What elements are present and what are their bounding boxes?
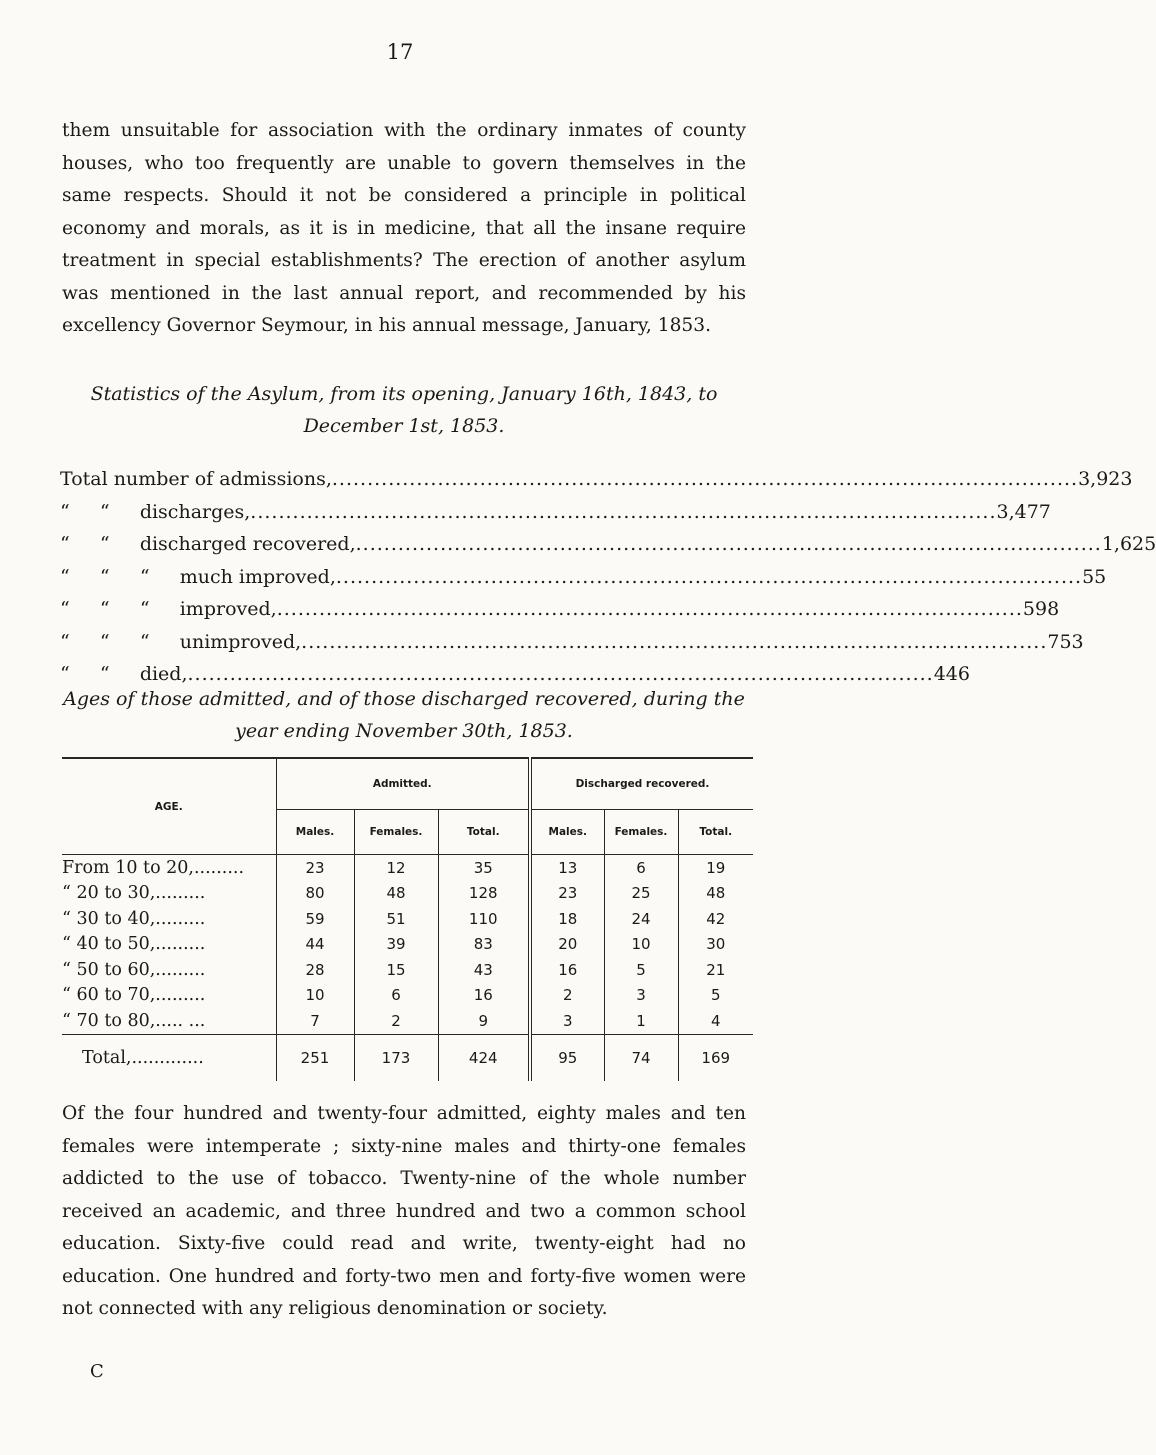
stat-row — [60, 496, 1051, 529]
stat-row — [60, 463, 1133, 496]
table-cell: 9 — [438, 1008, 530, 1034]
closing-paragraph: Of the four hundred and twenty-four admitted, eighty males and ten females were intemperate ; sixty-nine males and thirty-one females addicted to the use of tobacco. Twenty-nine of the whole number received an academic, and three hundred and two a common school education. Sixty-five could read and write, twenty-eight had no education. One hundred and forty-two men and forty-five women were not connected with any religious denomination or society. — [62, 1103, 746, 1319]
age-range-cell: “ 40 to 50,......... — [62, 934, 206, 955]
total-cell: 424 — [438, 1034, 530, 1081]
column-header: Total. — [678, 810, 753, 855]
stat-row — [60, 626, 1084, 659]
table-cell: 3 — [604, 983, 678, 1009]
ages-caption-line1: Ages of those admitted, and of those discharged recovered, during the — [63, 688, 745, 710]
leader-dots: .......................................................................................................... — [355, 533, 1102, 555]
table-cell: 48 — [354, 881, 438, 907]
stat-value: 3,923 — [1078, 468, 1133, 490]
table-cell: 2 — [530, 983, 604, 1009]
stat-value: 1,625 — [1101, 533, 1156, 555]
total-label-cell: Total,............. — [62, 1034, 276, 1081]
stat-label: “ “ “ improved, — [60, 598, 277, 620]
leader-dots: .......................................................................................................... — [331, 468, 1079, 490]
leader-dots: .......................................................................................................... — [276, 598, 1023, 620]
table-cell: 28 — [276, 957, 354, 983]
table-cell: 6 — [604, 855, 678, 881]
table-cell: 43 — [438, 957, 530, 983]
age-range-cell: “ 20 to 30,......... — [62, 883, 206, 904]
table-row — [62, 881, 753, 907]
table-row — [62, 932, 753, 958]
age-range-cell: “ 30 to 40,......... — [62, 908, 206, 929]
admitted-group-header: Admitted. — [276, 758, 530, 810]
table-cell: 39 — [354, 932, 438, 958]
stat-label: “ “ discharges, — [60, 500, 251, 523]
total-cell: 74 — [604, 1034, 678, 1081]
table-cell: 12 — [354, 855, 438, 881]
table-cell: 35 — [438, 855, 530, 881]
column-header: Males. — [530, 810, 604, 855]
table-cell: 59 — [276, 906, 354, 932]
age-range-cell: “ 70 to 80,..... ... — [62, 1010, 206, 1031]
stat-row — [60, 528, 1156, 561]
table-cell: 42 — [678, 906, 753, 932]
table-cell: 80 — [276, 881, 354, 907]
table-cell: 23 — [276, 855, 354, 881]
column-header: Females. — [604, 810, 678, 855]
table-cell: 24 — [604, 906, 678, 932]
total-cell: 95 — [530, 1034, 604, 1081]
table-cell: 128 — [438, 881, 530, 907]
leader-dots: .......................................................................................................... — [187, 663, 934, 685]
stat-value: 55 — [1082, 565, 1107, 588]
age-range-cell: “ 50 to 60,......... — [62, 959, 206, 980]
stat-label: “ “ discharged recovered, — [60, 533, 356, 555]
statistics-caption-line1: Statistics of the Asylum, from its opening, January 16th, 1843, to — [90, 383, 718, 405]
table-cell: 13 — [530, 855, 604, 881]
table-row — [62, 855, 753, 881]
table-cell: 30 — [678, 932, 753, 958]
table-cell: 20 — [530, 932, 604, 958]
ages-caption-line2: year ending November 30th, 1853. — [235, 720, 573, 742]
table-row — [62, 1008, 753, 1034]
table-cell: 6 — [354, 983, 438, 1009]
table-cell: 1 — [604, 1008, 678, 1034]
age-column-header: AGE. — [62, 758, 276, 855]
table-total-row — [62, 1034, 753, 1081]
table-row — [62, 983, 753, 1009]
table-cell: 19 — [678, 855, 753, 881]
ages-caption — [62, 683, 746, 747]
table-cell: 48 — [678, 881, 753, 907]
table-cell: 21 — [678, 957, 753, 983]
total-cell: 169 — [678, 1034, 753, 1081]
table-cell: 5 — [604, 957, 678, 983]
stat-row — [60, 593, 1060, 626]
leader-dots: .......................................................................................................... — [335, 565, 1083, 588]
stat-value: 3,477 — [996, 500, 1051, 523]
leader-dots: .......................................................................................................... — [301, 630, 1048, 653]
table-cell: 25 — [604, 881, 678, 907]
intro-paragraph: them unsuitable for association with the ordinary inmates of county houses, who too frequently are unable to govern themselves in the same respects. Should it not be considered a principle in political economy and morals, as it is in medicine, that all the insane require treatment in special establishments? The erection of another asylum was mentioned in the last annual report, and recommended by his excellency Governor Seymour, in his annual message, January, 1853. — [62, 120, 746, 336]
stat-label: “ “ “ unimproved, — [60, 630, 302, 653]
table-cell: 44 — [276, 932, 354, 958]
column-header: Males. — [276, 810, 354, 855]
table-cell: 23 — [530, 881, 604, 907]
table-cell: 5 — [678, 983, 753, 1009]
column-header: Females. — [354, 810, 438, 855]
table-cell: 10 — [604, 932, 678, 958]
table-cell: 3 — [530, 1008, 604, 1034]
table-cell: 110 — [438, 906, 530, 932]
statistics-caption-line2: December 1st, 1853. — [303, 415, 505, 437]
table-cell: 51 — [354, 906, 438, 932]
discharged-group-header: Discharged recovered. — [530, 758, 753, 810]
table-cell: 2 — [354, 1008, 438, 1034]
table-cell: 18 — [530, 906, 604, 932]
table-row — [62, 957, 753, 983]
table-cell: 7 — [276, 1008, 354, 1034]
stat-value: 446 — [933, 663, 970, 685]
stat-label: “ “ died, — [60, 663, 188, 685]
signature-mark: C — [90, 1361, 104, 1382]
stat-value: 753 — [1047, 630, 1084, 653]
stat-label: Total number of admissions, — [60, 468, 332, 490]
stat-value: 598 — [1022, 598, 1060, 620]
stat-row — [60, 561, 1107, 594]
ages-table — [62, 757, 753, 1081]
age-range-cell: From 10 to 20,......... — [62, 855, 276, 881]
table-cell: 16 — [530, 957, 604, 983]
table-cell: 4 — [678, 1008, 753, 1034]
stat-label: “ “ “ much improved, — [60, 565, 336, 588]
table-cell: 83 — [438, 932, 530, 958]
total-cell: 251 — [276, 1034, 354, 1081]
table-row — [62, 906, 753, 932]
total-cell: 173 — [354, 1034, 438, 1081]
page-number: 17 — [386, 40, 414, 64]
statistics-caption — [62, 378, 746, 442]
statistics-list — [60, 463, 1156, 691]
table-cell: 15 — [354, 957, 438, 983]
table-cell: 10 — [276, 983, 354, 1009]
leader-dots: .......................................................................................................... — [250, 500, 997, 523]
column-header: Total. — [438, 810, 530, 855]
age-range-cell: “ 60 to 70,......... — [62, 985, 206, 1006]
table-cell: 16 — [438, 983, 530, 1009]
